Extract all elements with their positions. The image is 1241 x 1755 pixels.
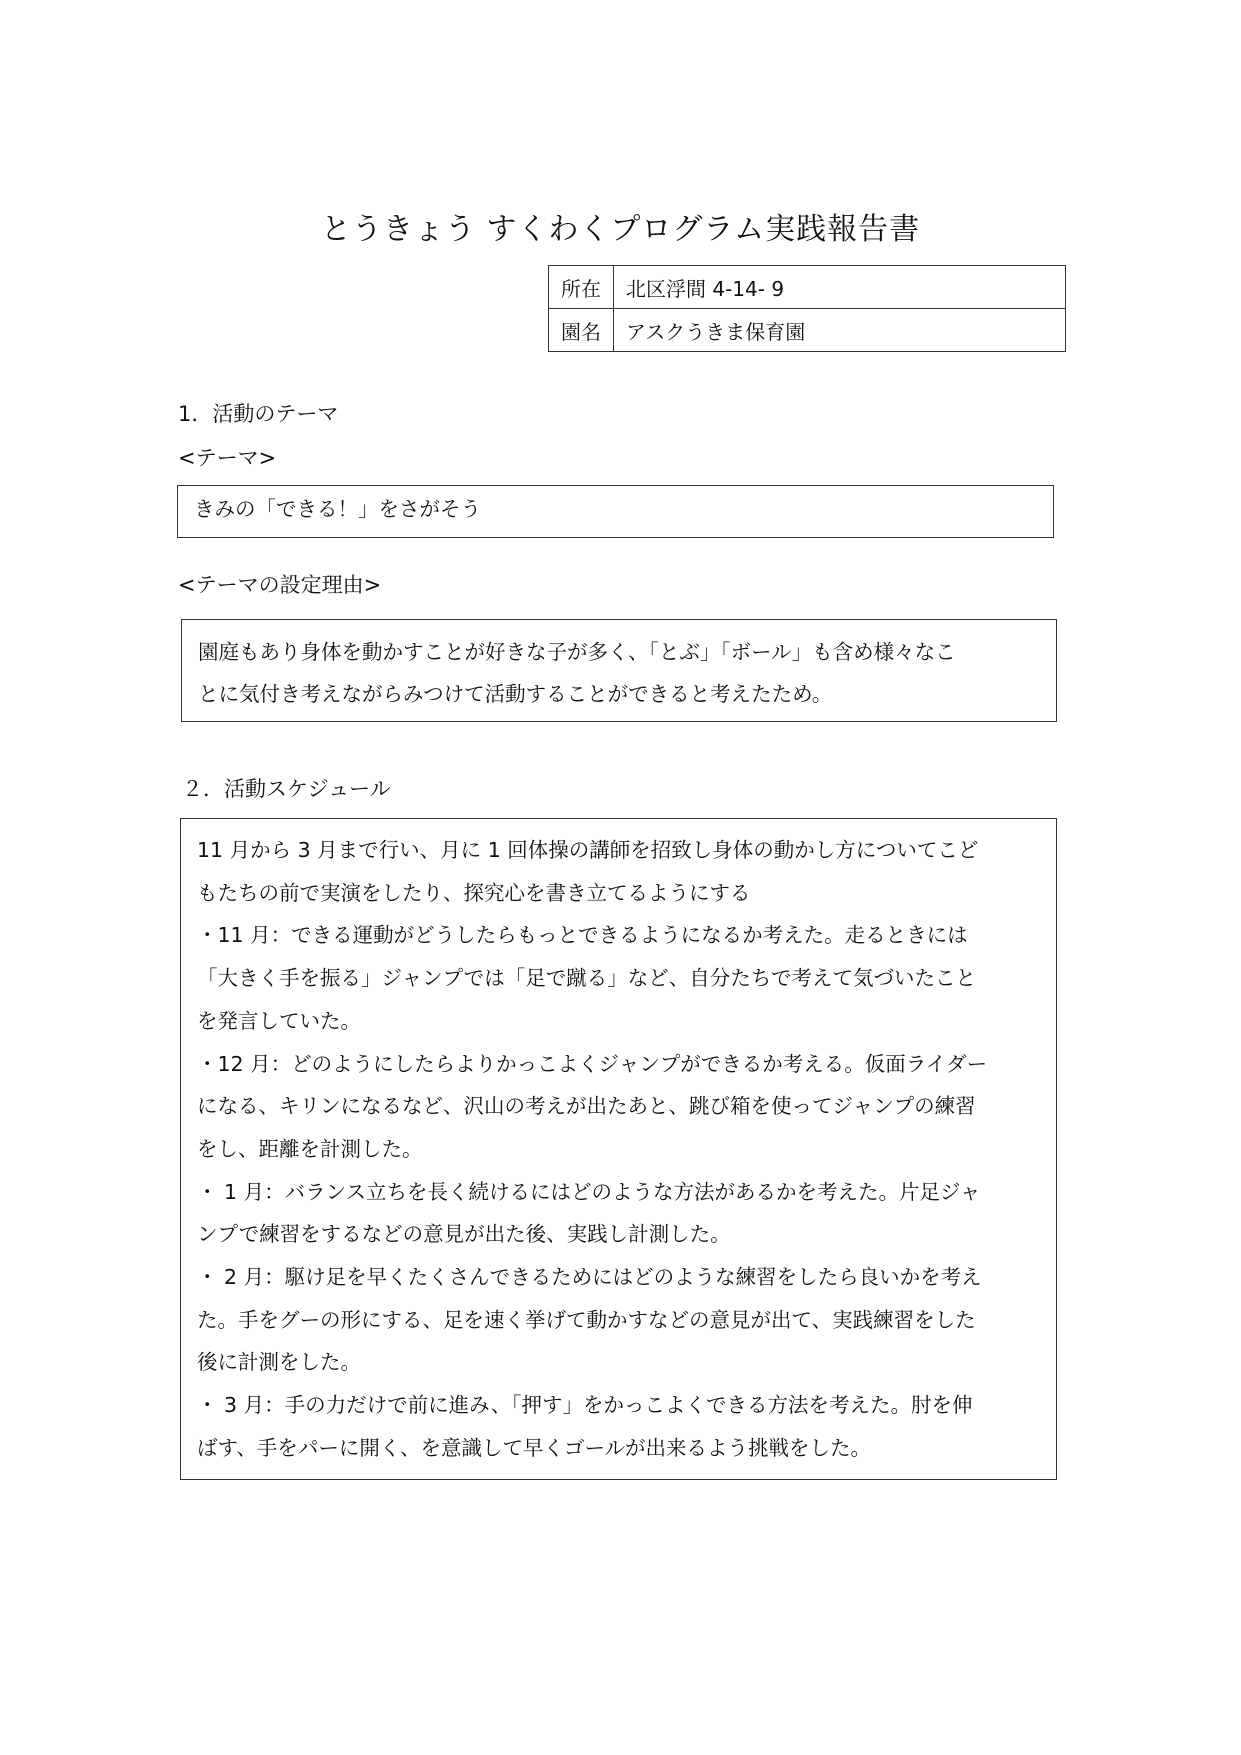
schedule-line: もたちの前で実演をしたり、探究心を書き立てるようにする xyxy=(197,880,751,905)
schedule-line: ・12 月：どのようにしたらよりかっこよくジャンプができるか考える。仮面ライダー xyxy=(197,1051,988,1076)
theme-text: きみの「できる！」をさがそう xyxy=(194,497,481,521)
schedule-line: ンプで練習をするなどの意見が出た後、実践し計測した。 xyxy=(197,1222,731,1247)
section1-heading: 1．活動のテーマ xyxy=(178,402,339,426)
theme-label: <テーマ> xyxy=(178,446,277,470)
location-label: 所在 xyxy=(549,266,614,309)
schedule-line: ばす、手をパーに開く、を意識して早くゴールが出来るよう挑戦をした。 xyxy=(197,1435,872,1460)
facility-info-table xyxy=(548,265,1066,352)
schedule-line: ・ 3 月：手の力だけで前に進み、「押す」をかっこよくできる方法を考えた。肘を伸 xyxy=(197,1393,973,1418)
facility-name-value: アスクうきま保育園 xyxy=(614,309,1066,352)
reason-line: とに気付き考えながらみつけて活動することができると考えたため。 xyxy=(198,682,833,706)
reason-label: <テーマの設定理由> xyxy=(178,573,382,597)
location-value: 北区浮間 4-14- 9 xyxy=(614,266,1066,309)
schedule-line: 後に計測をした。 xyxy=(197,1350,361,1375)
schedule-line: 11 月から 3 月まで行い、月に 1 回体操の講師を招致し身体の動かし方についてこど xyxy=(197,838,979,862)
schedule-line: になる、キリンになるなど、沢山の考えが出たあと、跳び箱を使ってジャンプの練習 xyxy=(197,1094,976,1119)
location-row xyxy=(549,266,1066,309)
schedule-line: ・ 1 月：バランス立ちを長く続けるにはどのような方法があるかを考えた。片足ジャ xyxy=(197,1179,981,1204)
schedule-line: を発言していた。 xyxy=(197,1008,361,1033)
facility-name-row xyxy=(549,309,1066,352)
schedule-box xyxy=(180,818,1057,1480)
schedule-line: 「大きく手を振る」ジャンプでは「足で蹴る」など、自分たちで考えて気づいたこと xyxy=(197,966,976,991)
section2-heading: ２．活動スケジュール xyxy=(182,777,391,801)
reason-line: 園庭もあり身体を動かすことが好きな子が多く、「とぶ」「ボール」も含め様々なこ xyxy=(198,640,956,664)
facility-name-label: 園名 xyxy=(549,309,614,352)
theme-box xyxy=(177,485,1054,538)
schedule-line: ・ 2 月：駆け足を早くたくさんできるためにはどのような練習をしたら良いかを考え xyxy=(197,1265,982,1290)
schedule-line: をし、距離を計測した。 xyxy=(197,1136,423,1161)
reason-box xyxy=(181,619,1057,722)
schedule-line: ・11 月：できる運動がどうしたらもっとできるようになるか考えた。走るときには xyxy=(197,923,968,948)
document-title: とうきょう すくわくプログラム実践報告書 xyxy=(320,212,921,247)
schedule-line: た。手をグーの形にする、足を速く挙げて動かすなどの意見が出て、実践練習をした xyxy=(197,1307,976,1332)
